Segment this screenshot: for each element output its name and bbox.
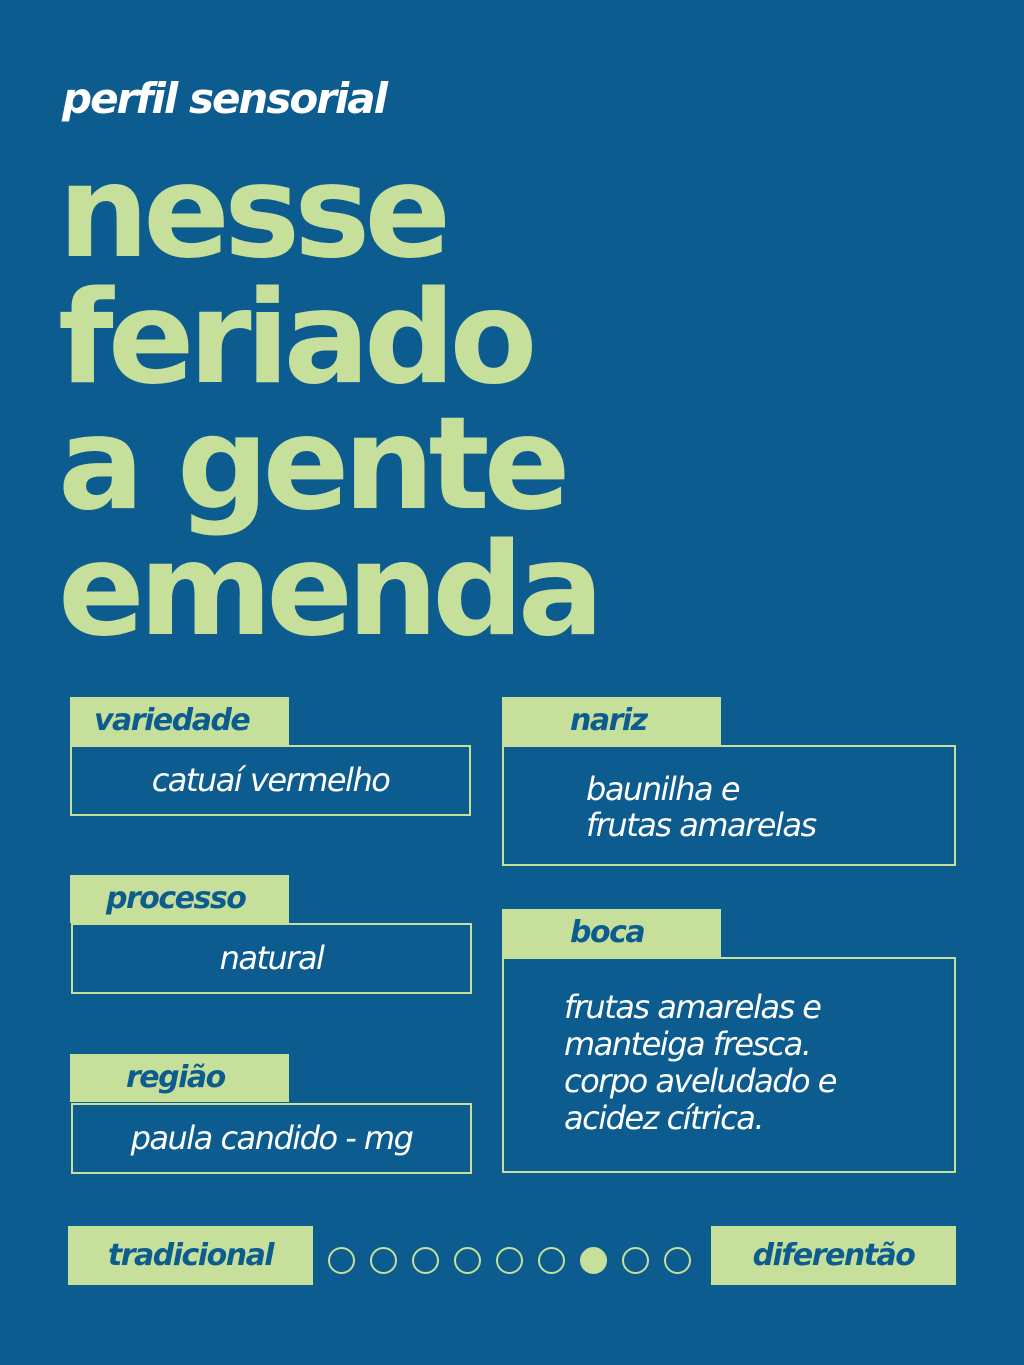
headline-line: emenda [58, 516, 599, 665]
processo-tab: processo [70, 875, 289, 923]
processo-box [71, 923, 472, 994]
nariz-line: baunilha e [586, 770, 740, 808]
boca-line: frutas amarelas e [564, 988, 821, 1026]
variedade-tab: variedade [70, 697, 289, 745]
scale-dot [538, 1247, 565, 1274]
regiao-tab: região [70, 1054, 289, 1102]
boca-box [502, 957, 956, 1173]
nariz-box [502, 745, 956, 866]
scale-right-label: diferentão [711, 1226, 956, 1285]
nariz-tab: nariz [502, 697, 721, 745]
boca-tab: boca [502, 909, 721, 957]
regiao-value: paula candido - mg [130, 1119, 413, 1157]
scale-left-label: tradicional [68, 1226, 313, 1285]
scale-dot-selected [580, 1247, 607, 1274]
kicker-title: perfil sensorial [62, 74, 387, 123]
headline [58, 138, 998, 665]
headline-line: feriado [58, 264, 532, 413]
headline-line: a gente [58, 390, 565, 539]
scale-dot [664, 1247, 691, 1274]
variedade-value: catuaí vermelho [151, 761, 390, 799]
headline-line: nesse [58, 138, 446, 287]
scale-dot [328, 1247, 355, 1274]
boca-line: acidez cítrica. [564, 1099, 764, 1137]
regiao-box [71, 1103, 472, 1174]
scale-dot [370, 1247, 397, 1274]
boca-line: manteiga fresca. [564, 1025, 811, 1063]
boca-line: corpo aveludado e [564, 1062, 836, 1100]
processo-value: natural [219, 939, 324, 977]
scale-dot [496, 1247, 523, 1274]
variedade-box [70, 745, 471, 816]
nariz-line: frutas amarelas [586, 806, 816, 844]
scale-dot [622, 1247, 649, 1274]
scale-dot [454, 1247, 481, 1274]
scale-dot [412, 1247, 439, 1274]
